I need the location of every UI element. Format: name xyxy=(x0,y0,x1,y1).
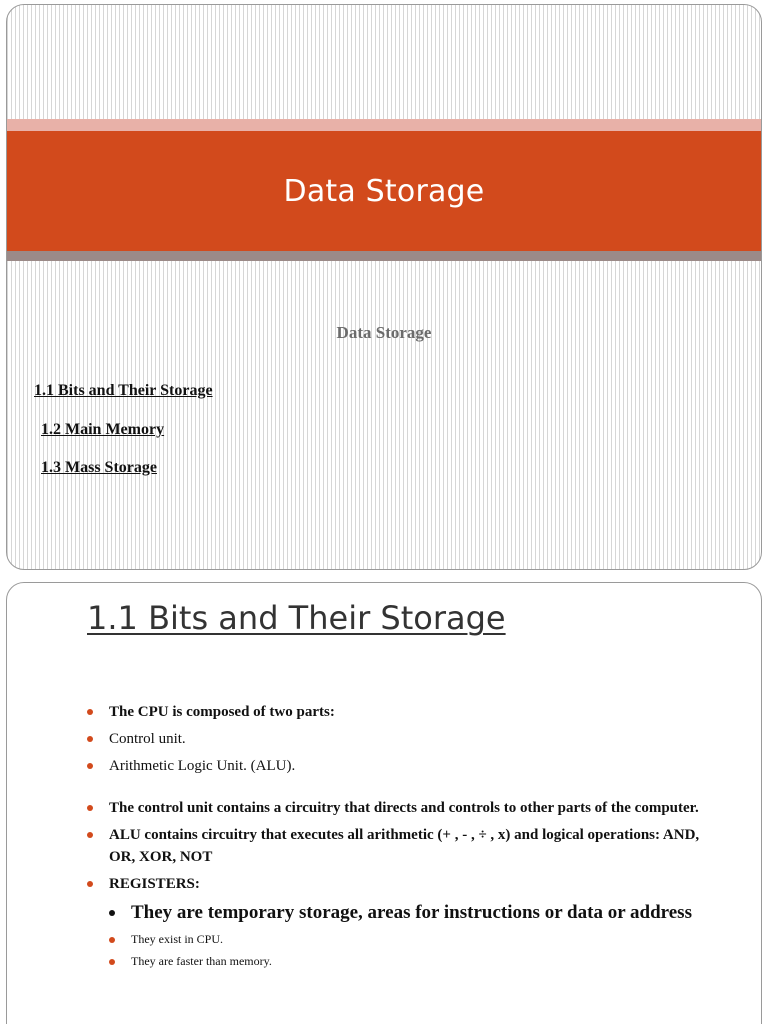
toc-link-mass-storage[interactable]: 1.3 Mass Storage xyxy=(41,459,157,476)
bullet-alu-desc: ALU contains circuitry that executes all arithmetic (+ , - , ÷ , x) and logical operations: AND, OR, XOR, NOT xyxy=(83,824,723,868)
title-band-bottom-stripe xyxy=(7,251,761,261)
slide-bits-storage xyxy=(6,582,762,1024)
toc-link-bits-storage[interactable]: 1.1 Bits and Their Storage xyxy=(34,382,213,399)
toc-link-main-memory[interactable]: 1.2 Main Memory xyxy=(41,421,165,438)
bullet-list xyxy=(83,701,723,975)
slide-heading: 1.1 Bits and Their Storage xyxy=(87,599,506,637)
bullet-exist-in-cpu: They exist in CPU. xyxy=(105,931,723,947)
title-band xyxy=(7,131,761,251)
slide-title-text: Data Storage xyxy=(283,173,485,209)
bullet-cpu-parts: The CPU is composed of two parts: xyxy=(83,701,723,723)
bullet-control-unit: Control unit. xyxy=(83,728,723,750)
slide-title xyxy=(6,4,762,570)
bullet-control-desc: The control unit contains a circuitry that directs and controls to other parts of the computer. xyxy=(83,797,723,819)
bullet-registers-desc: They are temporary storage, areas for instructions or data or address xyxy=(105,900,723,925)
bullet-faster-than-memory: They are faster than memory. xyxy=(105,953,723,969)
bullet-alu-name: Arithmetic Logic Unit. (ALU). xyxy=(83,755,723,777)
title-band-top-stripe xyxy=(7,119,761,131)
bullet-registers: REGISTERS: xyxy=(83,873,723,895)
slide-subtitle: Data Storage xyxy=(336,323,432,342)
